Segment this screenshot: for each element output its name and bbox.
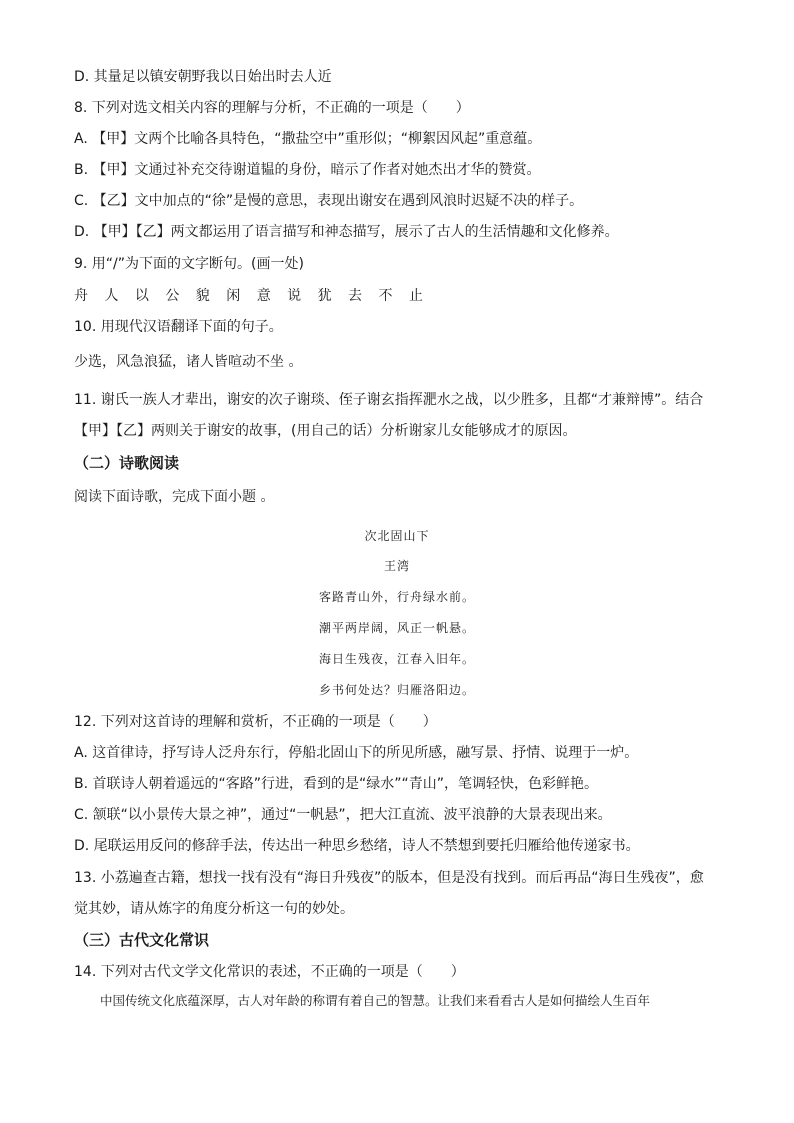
q10-text: 少选，风急浪猛，诸人皆喧动不坐 。 — [74, 354, 303, 370]
q11-stem-line2: 【甲】【乙】两则关于谢安的故事，(用自己的话）分析谢家儿女能够成才的原因。 — [74, 423, 577, 439]
q10-stem: 10. 用现代汉语翻译下面的句子。 — [74, 319, 283, 335]
q12-option-d: D. 尾联运用反问的修辞手法，传达出一种思乡愁绪，诗人不禁想到要托归雁给他传递家书。 — [74, 838, 640, 854]
q9-stem: 9. 用“/”为下面的文字断句。(画一处) — [74, 256, 304, 272]
q8-option-b: B. 【甲】文通过补充交待谢道韫的身份，暗示了作者对她杰出才华的赞赏。 — [74, 162, 541, 178]
q8-option-a: A. 【甲】文两个比喻各具特色，“撒盐空中”重形似；“柳絮因风起”重意蕴。 — [74, 131, 542, 147]
q11-stem-line1: 11. 谢氏一族人才辈出，谢安的次子谢琰、侄子谢玄指挥淝水之战，以少胜多，且都“才兼辩博”。结合 — [74, 392, 704, 408]
poem-line-1: 客路青山外，行舟绿水前。 — [318, 590, 475, 604]
q8-option-d: D. 【甲】【乙】两文都运用了语言描写和神态描写，展示了古人的生活情趣和文化修养。 — [74, 224, 619, 240]
poem-line-2: 潮平两岸阔，风正一帆悬。 — [318, 621, 475, 635]
q8-stem: 8. 下列对选文相关内容的理解与分析，不正确的一项是（ ） — [74, 100, 470, 116]
q12-option-c: C. 颔联“以小景传大景之神”，通过“一帆悬”，把大江直流、波平浪静的大景表现出来。 — [74, 807, 612, 823]
q7-option-d: D. 其量足以镇安朝野我以日始出时去人近 — [74, 69, 332, 85]
poetry-intro: 阅读下面诗歌，完成下面小题 。 — [74, 489, 275, 505]
q12-option-b: B. 首联诗人朝着遥远的“客路”行进，看到的是“绿水”“青山”，笔调轻快，色彩鲜艳。 — [74, 776, 599, 792]
section-culture-heading: （三）古代文化常识 — [74, 931, 210, 949]
poem-line-4: 乡书何处达？归雁洛阳边。 — [318, 683, 475, 697]
poem-line-3: 海日生残夜，江春入旧年。 — [318, 652, 475, 666]
q8-option-c: C. 【乙】文中加点的“徐”是慢的意思，表现出谢安在遇到风浪时迟疑不决的样子。 — [74, 193, 584, 209]
q14-passage: 中国传统文化底蕴深厚，古人对年龄的称谓有着自己的智慧。让我们来看看古人是如何描绘人生百年 — [100, 993, 651, 1008]
q14-stem: 14. 下列对古代文学文化常识的表述，不正确的一项是（ ） — [74, 964, 465, 980]
poem-author: 王湾 — [383, 559, 410, 573]
q12-option-a: A. 这首律诗，抒写诗人泛舟东行，停船北固山下的所见所感，融写景、抒情、说理于一炉。 — [74, 745, 639, 761]
poem-title: 次北固山下 — [364, 529, 430, 543]
q13-stem-line2: 觉其妙，请从炼字的角度分析这一句的妙处。 — [74, 901, 354, 917]
section-poetry-heading: （二）诗歌阅读 — [74, 454, 180, 472]
q9-text: 舟 人 以 公 貌 闲 意 说 犹 去 不 止 — [74, 288, 429, 304]
q13-stem-line1: 13. 小荔遍查古籍，想找一找有没有“海日升残夜”的版本，但是没有找到。而后再品“海日生残夜”，愈 — [74, 870, 704, 886]
q12-stem: 12. 下列对这首诗的理解和赏析，不正确的一项是（ ） — [74, 714, 437, 730]
